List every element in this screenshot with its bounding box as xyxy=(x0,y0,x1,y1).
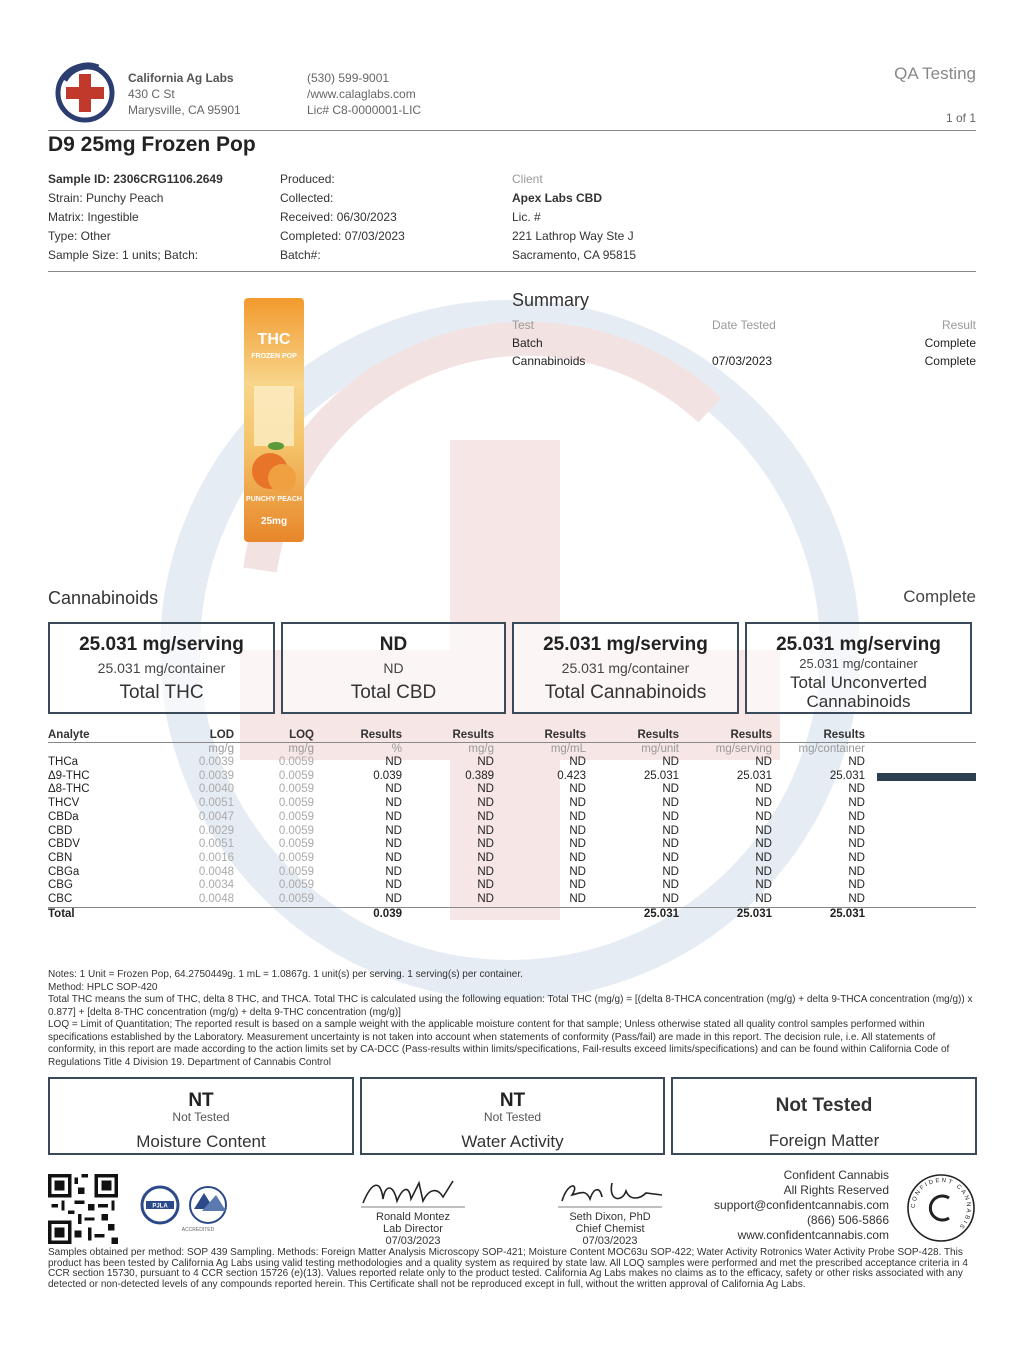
qr-code[interactable] xyxy=(48,1174,118,1244)
client-name: Apex Labs CBD xyxy=(512,191,603,205)
table-header-cell: Results xyxy=(823,729,865,741)
summary-col-test: Test xyxy=(512,318,535,332)
table-header-cell: Results xyxy=(637,729,679,741)
table-cell: ND xyxy=(385,824,402,837)
foreign-matter-box xyxy=(671,1077,977,1155)
sample-dates xyxy=(280,170,405,265)
table-row xyxy=(48,866,976,880)
table-cell: ND xyxy=(662,756,679,768)
table-cell: ND xyxy=(477,893,494,906)
result-bar-cell xyxy=(865,852,976,866)
table-unit-cell: mg/unit xyxy=(641,743,679,755)
table-header-cell: Results xyxy=(452,729,494,741)
lab-license: Lic# C8-0000001-LIC xyxy=(307,103,422,117)
table-cell: ND xyxy=(848,865,865,878)
table-cell: 0.0059 xyxy=(278,893,314,906)
table-cell: ND xyxy=(848,797,865,810)
table-cell: 0.0051 xyxy=(198,797,234,810)
box-value: ND xyxy=(379,634,408,655)
summary-cell: Batch xyxy=(512,336,543,350)
signature-chief-chemist xyxy=(535,1175,685,1247)
total-thc-box xyxy=(48,622,275,714)
table-cell: ND xyxy=(477,865,494,878)
box-value: Not Tested xyxy=(775,1095,873,1116)
signer-title: Lab Director xyxy=(383,1223,443,1235)
box-label: Water Activity xyxy=(461,1132,564,1151)
table-cell: ND xyxy=(848,851,865,864)
result-bar-cell xyxy=(865,866,976,880)
table-row xyxy=(48,783,976,797)
table-cell: ND xyxy=(385,756,402,768)
table-cell: 25.031 xyxy=(829,769,865,782)
table-cell: ND xyxy=(569,797,586,810)
result-bar-cell xyxy=(865,797,976,811)
box-label: Moisture Content xyxy=(136,1132,266,1151)
note-line: LOQ = Limit of Quantitation; The reported result is based on a sample weight with the applicable moisture content for that sample; Unless otherwise stated all quality control samples performed within specifications established by the Laboratory. Measurement uncertainty is not taken into account when statements of conformity (Pass/fail) are made in this report. The decision rule, i.e. All statements of conformity, in this report are made according to the action limits set by CA-DCC (Pass-results within limits/specifications, Fail-results exceed limits/specifications) and can be found within California Code of Regulations Title 4 Division 19. Department of Cannabis Control xyxy=(48,1019,950,1068)
box-value: NT xyxy=(188,1090,214,1111)
table-cell: ND xyxy=(569,865,586,878)
accreditation-caption: ACCREDITED xyxy=(181,1227,215,1233)
table-cell: Δ9-THC xyxy=(48,769,90,782)
signature-image xyxy=(353,1175,473,1211)
client-license: Lic. # xyxy=(512,210,541,224)
result-bar-cell xyxy=(865,783,976,797)
cc-email[interactable]: support@confidentcannabis.com xyxy=(714,1198,889,1212)
table-cell: ND xyxy=(569,783,586,796)
result-bar-cell xyxy=(865,893,976,907)
table-cell: ND xyxy=(755,893,772,906)
table-header-cell: LOQ xyxy=(289,729,314,741)
table-cell: 0.0048 xyxy=(198,893,234,906)
table-cell: ND xyxy=(755,851,772,864)
table-cell: ND xyxy=(662,824,679,837)
table-header-cell: Results xyxy=(544,729,586,741)
table-cell: 25.031 xyxy=(643,769,679,782)
lab-name: California Ag Labs xyxy=(128,71,234,85)
summary-cell: Complete xyxy=(924,336,976,350)
confident-cannabis-logo xyxy=(905,1172,977,1244)
note-line: Method: HPLC SOP-420 xyxy=(48,981,158,993)
table-cell: ND xyxy=(848,879,865,892)
total-cannabinoids-box xyxy=(512,622,739,714)
table-cell: ND xyxy=(848,893,865,906)
table-row xyxy=(48,811,976,825)
table-cell: ND xyxy=(569,851,586,864)
result-bar-cell xyxy=(865,811,976,825)
summary-row xyxy=(512,352,976,370)
summary-header xyxy=(512,316,976,334)
lab-city: Marysville, CA 95901 xyxy=(128,103,241,117)
box-sub: 25.031 mg/container xyxy=(561,660,690,676)
table-cell: ND xyxy=(755,824,772,837)
produced: Produced: xyxy=(280,172,335,186)
table-cell: ND xyxy=(569,824,586,837)
cc-name: Confident Cannabis xyxy=(783,1168,889,1182)
table-cell: 0.0039 xyxy=(198,756,234,768)
table-total-cell xyxy=(402,907,494,921)
table-cell: ND xyxy=(662,797,679,810)
table-cell: ND xyxy=(848,838,865,851)
table-cell: ND xyxy=(662,838,679,851)
completed: Completed: 07/03/2023 xyxy=(280,229,405,243)
table-cell: 0.0059 xyxy=(278,851,314,864)
table-cell: ND xyxy=(477,879,494,892)
product-brand-text: THC xyxy=(257,331,291,348)
note-line: Total THC means the sum of THC, delta 8 THC, and THCA. Total THC is calculated using the following equation: Total THC (mg/g) = [(delta 8-THCA concentration (mg/g) + delta 9-THCA concentration (mg/g)) x 0.877] + [delta 8-THC concentration (mg/g) + delta 9-THC concentration (mg/g)] xyxy=(48,994,973,1018)
box-label: Total Unconverted Cannabinoids xyxy=(789,673,928,711)
table-cell: 0.0051 xyxy=(198,838,234,851)
seal-text: PJLA xyxy=(152,1203,168,1210)
table-total-cell: Total xyxy=(48,907,138,921)
table-cell: 25.031 xyxy=(736,769,772,782)
table-cell: ND xyxy=(848,824,865,837)
table-cell: 0.0059 xyxy=(278,797,314,810)
product-sub-text: FROZEN POP xyxy=(251,353,297,360)
table-unit-cell: % xyxy=(391,743,402,755)
table-row xyxy=(48,770,976,784)
table-unit-cell: mg/g xyxy=(468,743,494,755)
table-cell: 0.0059 xyxy=(278,865,314,878)
cc-rights: All Rights Reserved xyxy=(783,1183,889,1197)
table-cell: ND xyxy=(569,879,586,892)
total-unconverted-box xyxy=(745,622,972,714)
box-label: Foreign Matter xyxy=(768,1131,880,1150)
table-total-cell xyxy=(138,907,234,921)
table-cell: ND xyxy=(477,838,494,851)
table-units xyxy=(48,743,976,757)
table-cell: 0.0059 xyxy=(278,756,314,768)
cc-website[interactable]: www.confidentcannabis.com xyxy=(737,1228,889,1242)
product-image xyxy=(240,296,308,544)
table-cell: CBGa xyxy=(48,865,80,878)
table-cell: 0.0016 xyxy=(198,851,234,864)
lab-logo xyxy=(54,62,116,124)
table-cell: 0.0059 xyxy=(278,769,314,782)
table-cell: ND xyxy=(385,838,402,851)
summary-cell: 07/03/2023 xyxy=(712,354,773,368)
table-cell: THCV xyxy=(48,797,80,810)
summary-table xyxy=(512,316,976,370)
table-cell: 0.0040 xyxy=(198,783,234,796)
sample-matrix: Matrix: Ingestible xyxy=(48,210,139,224)
summary-cell xyxy=(712,334,858,352)
summary-title: Summary xyxy=(512,290,590,310)
lab-contact xyxy=(307,70,421,118)
table-cell: 0.0039 xyxy=(198,769,234,782)
result-bar xyxy=(877,773,976,781)
table-cell: ND xyxy=(477,783,494,796)
cannabinoids-title: Cannabinoids xyxy=(48,588,159,608)
table-cell: ND xyxy=(477,851,494,864)
box-sub: Not Tested xyxy=(483,1110,542,1124)
sample-strain: Strain: Punchy Peach xyxy=(48,191,164,205)
table-header xyxy=(48,728,976,743)
table-row xyxy=(48,825,976,839)
box-value: 25.031 mg/serving xyxy=(543,634,708,655)
signer-name: Ronald Montez xyxy=(376,1211,450,1223)
table-cell: ND xyxy=(569,838,586,851)
cannabinoid-table xyxy=(48,728,976,921)
product-dose-text: 25mg xyxy=(260,516,288,527)
table-cell: ND xyxy=(385,783,402,796)
table-cell: 0.0034 xyxy=(198,879,234,892)
client-label: Client xyxy=(512,172,543,186)
table-cell: ND xyxy=(477,756,494,768)
collected: Collected: xyxy=(280,191,334,205)
table-cell: ND xyxy=(755,865,772,878)
table-cell: ND xyxy=(662,865,679,878)
table-cell: ND xyxy=(848,810,865,823)
table-cell: ND xyxy=(662,851,679,864)
table-cell: CBN xyxy=(48,851,73,864)
qa-label: QA Testing xyxy=(894,64,976,83)
table-cell: ND xyxy=(755,838,772,851)
table-unit-cell xyxy=(48,743,138,757)
received: Received: 06/30/2023 xyxy=(280,210,397,224)
summary-col-result: Result xyxy=(941,318,976,332)
table-cell: 0.0059 xyxy=(278,879,314,892)
table-cell: 0.0047 xyxy=(198,810,234,823)
signer-name: Seth Dixon, PhD xyxy=(569,1211,651,1223)
disclaimer: Samples obtained per method: SOP 439 Sampling. Methods: Foreign Matter Analysis Microscopy SOP-421; Moisture Content MOC63u SOP-422; Water Activity Rotronics Water Activity Probe SOP-428. This product has been tested by California Ag Labs using valid testing methodologies and a quality system as required by state law. All LOQ samples were performed and met the prescribed acceptance criteria in 4 CCR section 15730, pursuant to 4 CCR section 15726 (e)(13). Values reported relate only to the product tested. California Ag Labs makes no claims as to the efficacy, safety or other risks associated with any detected or non-detected levels of any compounds reported herein. This Certificate shall not be reproduced except in full, without the written approval of California Ag Labs. xyxy=(48,1247,968,1290)
summary-cell: Complete xyxy=(924,354,976,368)
table-header-cell: Results xyxy=(730,729,772,741)
table-cell: ND xyxy=(385,879,402,892)
summary-cell: Cannabinoids xyxy=(512,354,586,368)
box-sub: 25.031 mg/container xyxy=(97,660,226,676)
notes xyxy=(48,969,978,1069)
box-value: 25.031 mg/serving xyxy=(776,634,941,655)
result-bar-cell xyxy=(865,825,976,839)
table-cell: 0.423 xyxy=(557,769,586,782)
svg-text:CONFIDENT CANNABIS xyxy=(911,1178,971,1231)
client-street: 221 Lathrop Way Ste J xyxy=(512,229,634,243)
box-sub: Not Tested xyxy=(172,1110,230,1124)
table-cell: CBC xyxy=(48,893,73,906)
table-total-cell: 25.031 xyxy=(679,907,772,921)
table-total-row xyxy=(48,907,976,921)
table-cell: 0.0059 xyxy=(278,783,314,796)
lab-phone: (530) 599-9001 xyxy=(307,71,390,85)
box-label: Total Cannabinoids xyxy=(544,682,707,703)
page-number: 1 of 1 xyxy=(945,111,976,125)
box-sub: ND xyxy=(383,660,404,676)
table-header-cell: LOD xyxy=(209,729,234,741)
table-row xyxy=(48,838,976,852)
table-cell: ND xyxy=(477,824,494,837)
table-cell: ND xyxy=(385,893,402,906)
sample-type: Type: Other xyxy=(48,229,111,243)
table-cell: ND xyxy=(569,810,586,823)
table-cell: ND xyxy=(385,797,402,810)
moisture-content-box xyxy=(48,1077,354,1155)
client-city: Sacramento, CA 95815 xyxy=(512,248,637,262)
table-cell: 0.0059 xyxy=(278,838,314,851)
table-total-cell xyxy=(234,907,314,921)
box-label: Total CBD xyxy=(350,682,437,703)
table-cell: ND xyxy=(755,756,772,768)
sample-size: Sample Size: 1 units; Batch: xyxy=(48,248,199,262)
water-activity-box xyxy=(360,1077,665,1155)
sample-id: Sample ID: 2306CRG1106.2649 xyxy=(48,172,223,186)
product-flavor-text: PUNCHY PEACH xyxy=(246,496,302,503)
batch-number: Batch#: xyxy=(280,248,321,262)
table-unit-cell: mg/mL xyxy=(550,743,586,755)
confident-cannabis-info xyxy=(714,1168,889,1243)
table-cell: ND xyxy=(848,756,865,768)
table-cell: ND xyxy=(662,879,679,892)
total-cbd-box xyxy=(281,622,506,714)
signer-date: 07/03/2023 xyxy=(582,1235,638,1247)
table-cell: ND xyxy=(848,783,865,796)
sample-info xyxy=(48,170,223,265)
table-cell: CBDa xyxy=(48,810,79,823)
table-cell: ND xyxy=(477,797,494,810)
table-total-cell: 25.031 xyxy=(586,907,679,921)
result-bar-cell xyxy=(865,879,976,893)
result-bar-cell xyxy=(865,756,976,770)
cc-logo-text: CONFIDENT CANNABIS xyxy=(910,1177,972,1231)
table-row xyxy=(48,852,976,866)
table-cell: Δ8-THC xyxy=(48,783,90,796)
header-divider xyxy=(48,130,976,131)
table-cell: 0.389 xyxy=(465,769,494,782)
table-total-cell: 25.031 xyxy=(772,907,865,921)
summary-row xyxy=(512,334,976,352)
summary-col-date: Date Tested xyxy=(712,318,776,332)
accreditation-logos xyxy=(138,1183,258,1235)
cannabinoids-status: Complete xyxy=(903,587,976,606)
table-cell: ND xyxy=(569,893,586,906)
box-sub: 25.031 mg/container xyxy=(799,656,918,671)
table-cell: ND xyxy=(662,810,679,823)
table-cell: ND xyxy=(385,865,402,878)
table-row xyxy=(48,893,976,907)
table-unit-cell: mg/serving xyxy=(715,743,772,755)
note-line: Notes: 1 Unit = Frozen Pop, 64.2750449g. 1 mL = 1.0867g. 1 unit(s) per serving. 1 serving(s) per container. xyxy=(48,969,523,980)
box-label: Total THC xyxy=(119,682,204,703)
table-cell: ND xyxy=(477,810,494,823)
table-row xyxy=(48,797,976,811)
table-cell: ND xyxy=(755,783,772,796)
table-cell: ND xyxy=(755,810,772,823)
table-cell: 0.039 xyxy=(373,769,402,782)
table-cell: CBG xyxy=(48,879,73,892)
table-total-cell: 0.039 xyxy=(314,907,402,921)
cc-phone: (866) 506-5866 xyxy=(806,1213,889,1227)
box-value: 25.031 mg/serving xyxy=(79,634,244,655)
signer-title: Chief Chemist xyxy=(575,1223,645,1235)
table-cell: 0.0048 xyxy=(198,865,234,878)
info-divider xyxy=(48,271,976,272)
table-cell: ND xyxy=(662,893,679,906)
lab-info xyxy=(128,70,241,118)
lab-website[interactable]: /www.calaglabs.com xyxy=(307,87,416,101)
product-title: D9 25mg Frozen Pop xyxy=(48,133,256,156)
table-cell: CBDV xyxy=(48,838,80,851)
table-row xyxy=(48,756,976,770)
table-unit-cell: mg/g xyxy=(288,743,314,755)
client-info xyxy=(512,170,636,265)
table-cell: ND xyxy=(385,851,402,864)
result-bar-cell xyxy=(865,838,976,852)
table-cell: ND xyxy=(755,797,772,810)
table-unit-cell: mg/container xyxy=(798,743,865,755)
table-header-cell: Analyte xyxy=(48,729,90,741)
table-unit-cell: mg/g xyxy=(208,743,234,755)
table-row xyxy=(48,879,976,893)
signer-date: 07/03/2023 xyxy=(385,1235,441,1247)
table-cell: THCa xyxy=(48,756,79,768)
table-cell: 0.0059 xyxy=(278,824,314,837)
table-cell: ND xyxy=(569,756,586,768)
result-bar-cell xyxy=(865,770,976,784)
table-total-cell xyxy=(494,907,586,921)
lab-street: 430 C St xyxy=(128,87,175,101)
table-header-cell: Results xyxy=(360,729,402,741)
table-cell: ND xyxy=(755,879,772,892)
table-cell: CBD xyxy=(48,824,73,837)
table-cell: ND xyxy=(385,810,402,823)
table-cell: 0.0059 xyxy=(278,810,314,823)
box-value: NT xyxy=(499,1090,526,1111)
signature-lab-director xyxy=(338,1175,488,1247)
signature-image xyxy=(550,1175,670,1211)
table-cell: ND xyxy=(662,783,679,796)
table-cell: 0.0029 xyxy=(198,824,234,837)
